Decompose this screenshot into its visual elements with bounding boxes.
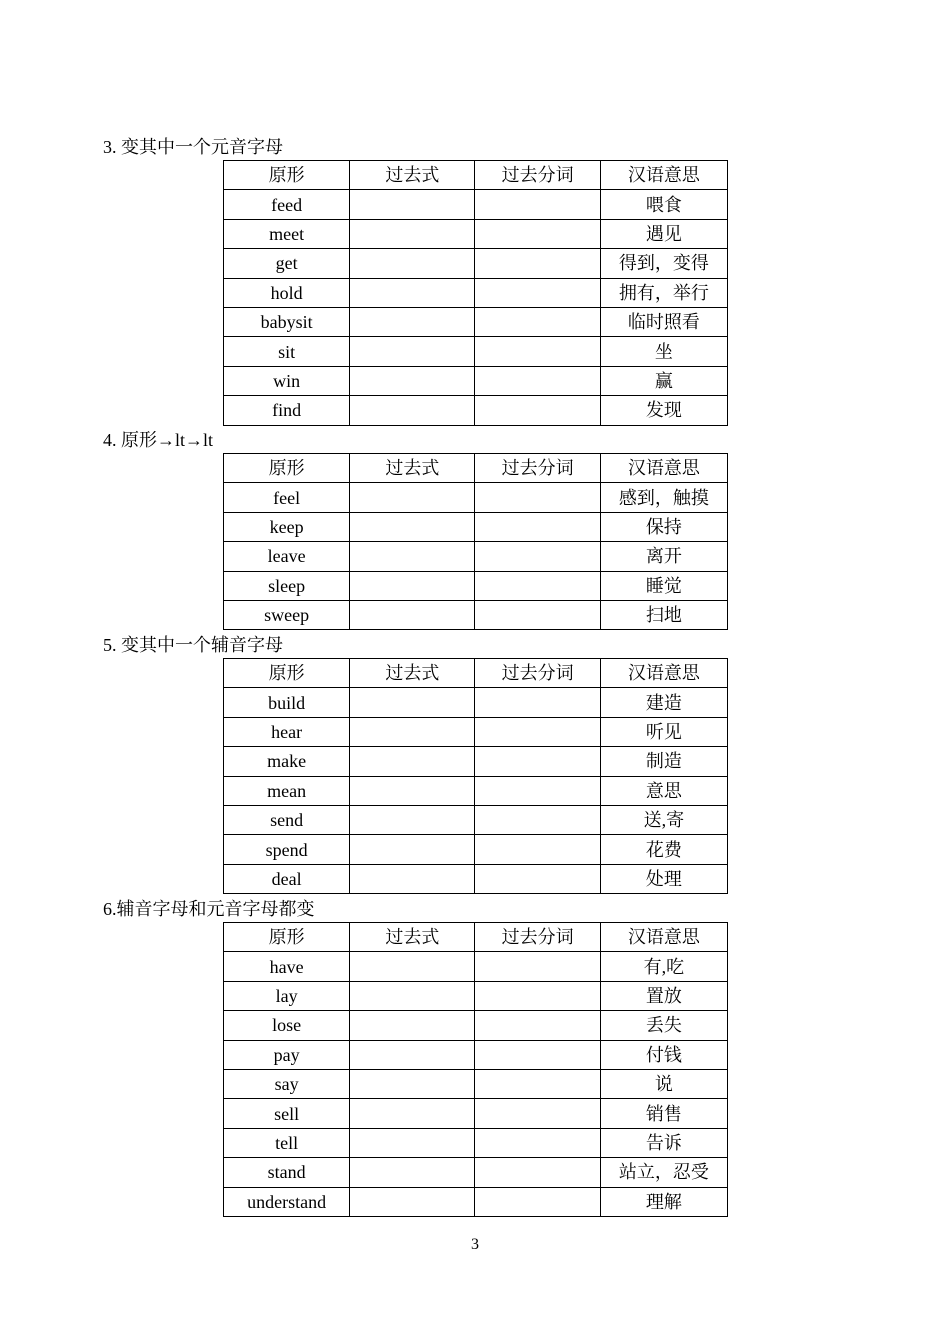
past-participle-cell[interactable] xyxy=(475,1011,600,1040)
base-form-cell: lay xyxy=(224,981,350,1010)
section-heading: 5. 变其中一个辅音字母 xyxy=(103,635,283,655)
table-row xyxy=(224,805,728,834)
chinese-meaning-cell: 发现 xyxy=(600,396,727,425)
past-tense-cell[interactable] xyxy=(350,747,475,776)
past-tense-cell[interactable] xyxy=(350,1040,475,1069)
past-tense-cell[interactable] xyxy=(350,864,475,893)
base-form-cell: sell xyxy=(224,1099,350,1128)
table-header-row xyxy=(224,454,728,483)
past-participle-cell[interactable] xyxy=(475,483,600,512)
past-tense-cell[interactable] xyxy=(350,366,475,395)
past-tense-cell[interactable] xyxy=(350,1187,475,1216)
table-row xyxy=(224,1011,728,1040)
chinese-meaning-cell: 意思 xyxy=(600,776,727,805)
past-tense-cell[interactable] xyxy=(350,542,475,571)
base-form-cell: tell xyxy=(224,1128,350,1157)
past-participle-cell[interactable] xyxy=(475,864,600,893)
table-row xyxy=(224,1128,728,1157)
column-header: 汉语意思 xyxy=(600,923,727,952)
chinese-meaning-cell: 送,寄 xyxy=(600,805,727,834)
base-form-cell: feed xyxy=(224,190,350,219)
past-tense-cell[interactable] xyxy=(350,1069,475,1098)
base-form-cell: pay xyxy=(224,1040,350,1069)
table-row xyxy=(224,747,728,776)
past-tense-cell[interactable] xyxy=(350,600,475,629)
past-participle-cell[interactable] xyxy=(475,1069,600,1098)
chinese-meaning-cell: 建造 xyxy=(600,688,727,717)
base-form-cell: find xyxy=(224,396,350,425)
past-tense-cell[interactable] xyxy=(350,1099,475,1128)
chinese-meaning-cell: 告诉 xyxy=(600,1128,727,1157)
past-tense-cell[interactable] xyxy=(350,483,475,512)
chinese-meaning-cell: 扫地 xyxy=(600,600,727,629)
base-form-cell: hold xyxy=(224,278,350,307)
past-participle-cell[interactable] xyxy=(475,337,600,366)
table-row xyxy=(224,600,728,629)
base-form-cell: win xyxy=(224,366,350,395)
table-row xyxy=(224,1069,728,1098)
base-form-cell: stand xyxy=(224,1158,350,1187)
table-row xyxy=(224,190,728,219)
table-header-row xyxy=(224,923,728,952)
base-form-cell: meet xyxy=(224,219,350,248)
base-form-cell: understand xyxy=(224,1187,350,1216)
past-tense-cell[interactable] xyxy=(350,805,475,834)
chinese-meaning-cell: 置放 xyxy=(600,981,727,1010)
past-tense-cell[interactable] xyxy=(350,688,475,717)
past-participle-cell[interactable] xyxy=(475,1187,600,1216)
past-tense-cell[interactable] xyxy=(350,278,475,307)
past-tense-cell[interactable] xyxy=(350,835,475,864)
column-header: 过去分词 xyxy=(475,923,600,952)
chinese-meaning-cell: 坐 xyxy=(600,337,727,366)
past-participle-cell[interactable] xyxy=(475,952,600,981)
chinese-meaning-cell: 临时照看 xyxy=(600,307,727,336)
past-tense-cell[interactable] xyxy=(350,952,475,981)
past-participle-cell[interactable] xyxy=(475,717,600,746)
past-tense-cell[interactable] xyxy=(350,571,475,600)
past-participle-cell[interactable] xyxy=(475,542,600,571)
chinese-meaning-cell: 制造 xyxy=(600,747,727,776)
past-tense-cell[interactable] xyxy=(350,1128,475,1157)
chinese-meaning-cell: 理解 xyxy=(600,1187,727,1216)
base-form-cell: babysit xyxy=(224,307,350,336)
past-participle-cell[interactable] xyxy=(475,278,600,307)
chinese-meaning-cell: 离开 xyxy=(600,542,727,571)
chinese-meaning-cell: 喂食 xyxy=(600,190,727,219)
page-number: 3 xyxy=(471,1236,479,1253)
table-row xyxy=(224,307,728,336)
column-header: 汉语意思 xyxy=(600,659,727,688)
table-row xyxy=(224,864,728,893)
column-header: 过去分词 xyxy=(475,454,600,483)
past-tense-cell[interactable] xyxy=(350,307,475,336)
base-form-cell: lose xyxy=(224,1011,350,1040)
past-participle-cell[interactable] xyxy=(475,219,600,248)
chinese-meaning-cell: 感到，触摸 xyxy=(600,483,727,512)
past-participle-cell[interactable] xyxy=(475,512,600,541)
verb-table xyxy=(223,922,728,1217)
column-header: 过去式 xyxy=(350,454,475,483)
chinese-meaning-cell: 处理 xyxy=(600,864,727,893)
chinese-meaning-cell: 睡觉 xyxy=(600,571,727,600)
column-header: 汉语意思 xyxy=(600,454,727,483)
table-row xyxy=(224,981,728,1010)
base-form-cell: sit xyxy=(224,337,350,366)
table-row xyxy=(224,952,728,981)
column-header: 汉语意思 xyxy=(600,161,727,190)
past-tense-cell[interactable] xyxy=(350,981,475,1010)
past-tense-cell[interactable] xyxy=(350,396,475,425)
table-row xyxy=(224,1187,728,1216)
past-participle-cell[interactable] xyxy=(475,1158,600,1187)
past-participle-cell[interactable] xyxy=(475,688,600,717)
past-participle-cell[interactable] xyxy=(475,805,600,834)
past-participle-cell[interactable] xyxy=(475,981,600,1010)
past-participle-cell[interactable] xyxy=(475,1099,600,1128)
section-heading: 4. 原形→lt→lt xyxy=(103,430,214,450)
base-form-cell: hear xyxy=(224,717,350,746)
past-participle-cell[interactable] xyxy=(475,747,600,776)
section-heading: 6.辅音字母和元音字母都变 xyxy=(103,899,315,919)
past-participle-cell[interactable] xyxy=(475,835,600,864)
past-participle-cell[interactable] xyxy=(475,190,600,219)
past-tense-cell[interactable] xyxy=(350,1011,475,1040)
base-form-cell: get xyxy=(224,249,350,278)
base-form-cell: have xyxy=(224,952,350,981)
chinese-meaning-cell: 得到，变得 xyxy=(600,249,727,278)
base-form-cell: keep xyxy=(224,512,350,541)
base-form-cell: feel xyxy=(224,483,350,512)
chinese-meaning-cell: 拥有，举行 xyxy=(600,278,727,307)
past-tense-cell[interactable] xyxy=(350,776,475,805)
chinese-meaning-cell: 保持 xyxy=(600,512,727,541)
table-row xyxy=(224,542,728,571)
past-participle-cell[interactable] xyxy=(475,1128,600,1157)
table-row xyxy=(224,1158,728,1187)
table-row xyxy=(224,483,728,512)
past-tense-cell[interactable] xyxy=(350,219,475,248)
table-row xyxy=(224,1040,728,1069)
table-row xyxy=(224,571,728,600)
column-header: 过去分词 xyxy=(475,659,600,688)
base-form-cell: make xyxy=(224,747,350,776)
chinese-meaning-cell: 遇见 xyxy=(600,219,727,248)
past-tense-cell[interactable] xyxy=(350,1158,475,1187)
verb-table xyxy=(223,160,728,426)
chinese-meaning-cell: 说 xyxy=(600,1069,727,1098)
past-participle-cell[interactable] xyxy=(475,600,600,629)
chinese-meaning-cell: 销售 xyxy=(600,1099,727,1128)
section-heading: 3. 变其中一个元音字母 xyxy=(103,137,283,157)
past-participle-cell[interactable] xyxy=(475,366,600,395)
column-header: 过去式 xyxy=(350,659,475,688)
past-participle-cell[interactable] xyxy=(475,571,600,600)
table-row xyxy=(224,396,728,425)
column-header: 过去式 xyxy=(350,923,475,952)
chinese-meaning-cell: 听见 xyxy=(600,717,727,746)
table-row xyxy=(224,1099,728,1128)
base-form-cell: sweep xyxy=(224,600,350,629)
table-row xyxy=(224,688,728,717)
table-row xyxy=(224,717,728,746)
past-tense-cell[interactable] xyxy=(350,190,475,219)
past-participle-cell[interactable] xyxy=(475,249,600,278)
base-form-cell: mean xyxy=(224,776,350,805)
base-form-cell: build xyxy=(224,688,350,717)
table-row xyxy=(224,835,728,864)
table-header-row xyxy=(224,659,728,688)
past-participle-cell[interactable] xyxy=(475,396,600,425)
table-row xyxy=(224,512,728,541)
column-header: 原形 xyxy=(224,923,350,952)
chinese-meaning-cell: 站立，忍受 xyxy=(600,1158,727,1187)
base-form-cell: spend xyxy=(224,835,350,864)
past-tense-cell[interactable] xyxy=(350,512,475,541)
column-header: 原形 xyxy=(224,659,350,688)
base-form-cell: deal xyxy=(224,864,350,893)
base-form-cell: say xyxy=(224,1069,350,1098)
table-row xyxy=(224,249,728,278)
past-tense-cell[interactable] xyxy=(350,249,475,278)
chinese-meaning-cell: 丢失 xyxy=(600,1011,727,1040)
past-tense-cell[interactable] xyxy=(350,717,475,746)
chinese-meaning-cell: 有,吃 xyxy=(600,952,727,981)
base-form-cell: leave xyxy=(224,542,350,571)
table-header-row xyxy=(224,161,728,190)
table-row xyxy=(224,337,728,366)
column-header: 原形 xyxy=(224,454,350,483)
table-row xyxy=(224,278,728,307)
chinese-meaning-cell: 花费 xyxy=(600,835,727,864)
column-header: 原形 xyxy=(224,161,350,190)
verb-table xyxy=(223,658,728,894)
column-header: 过去分词 xyxy=(475,161,600,190)
table-row xyxy=(224,776,728,805)
chinese-meaning-cell: 赢 xyxy=(600,366,727,395)
table-row xyxy=(224,366,728,395)
table-row xyxy=(224,219,728,248)
past-tense-cell[interactable] xyxy=(350,337,475,366)
base-form-cell: send xyxy=(224,805,350,834)
past-participle-cell[interactable] xyxy=(475,307,600,336)
past-participle-cell[interactable] xyxy=(475,776,600,805)
column-header: 过去式 xyxy=(350,161,475,190)
base-form-cell: sleep xyxy=(224,571,350,600)
chinese-meaning-cell: 付钱 xyxy=(600,1040,727,1069)
past-participle-cell[interactable] xyxy=(475,1040,600,1069)
verb-table xyxy=(223,453,728,630)
